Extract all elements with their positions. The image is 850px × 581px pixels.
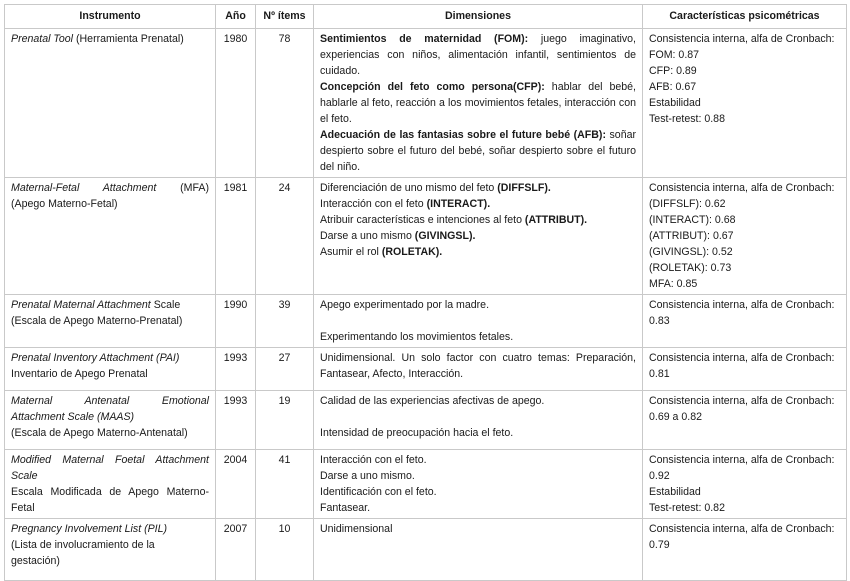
instrument-name-en: Modified Maternal Foetal Attachment [11,454,209,466]
dimension-item: Adecuación de las fantasias sobre el future bebé (AFB): soñar despierto sobre el futuro del bebé, soñar despierto sobre el futuro del niño. [320,129,637,173]
psychometric-line: Consistencia interna, alfa de Cronbach: [649,523,835,535]
items-cell: 24 [256,178,314,295]
year-cell: 1990 [216,295,256,348]
instrument-name-en-cont: Attachment Scale (MAAS) [11,411,135,423]
instrument-name-en: Prenatal Maternal Attachment Scale [11,299,181,311]
dimension-item: Sentimientos de maternidad (FOM): juego imaginativo, experiencias con niños, alimentación infantil, sentimientos de cuidado. [320,33,636,77]
header-instrument: Instrumento [5,5,216,29]
dimension-item: Calidad de las experiencias afectivas de apego. [320,395,545,407]
items-cell: 41 [256,450,314,519]
psychometric-line: (GIVINGSL): 0.52 [649,246,733,258]
instrument-name-en: Maternal-Fetal Attachment (MFA) [11,182,209,194]
instruments-table [4,4,847,581]
psychometrics-cell [643,391,847,450]
header-items: Nº ítems [256,5,314,29]
psychometric-line: Estabilidad [649,97,701,109]
instrument-name-en: Maternal Antenatal Emotional [11,395,209,407]
dimension-item: Interacción con el feto. [320,454,427,466]
table-row [5,29,847,178]
instrument-name-en-cont: Scale [11,470,38,482]
header-year: Año [216,5,256,29]
items-cell: 10 [256,519,314,581]
psychometrics-cell [643,29,847,178]
dimension-item: Concepción del feto como persona(CFP): hablar del bebé, hablarle al feto, reacción a los movimientos fetales, interacción con el feto. [320,81,636,125]
dimension-item: Unidimensional [320,523,393,535]
table-row [5,519,847,581]
items-cell: 78 [256,29,314,178]
psychometric-line: Consistencia interna, alfa de Cronbach: [649,182,835,194]
items-cell: 19 [256,391,314,450]
instrument-name-es: (Herramienta Prenatal) [76,33,184,45]
psychometrics-cell [643,450,847,519]
instrument-cell [5,450,216,519]
instrument-name-es: (Apego Materno-Fetal) [11,198,118,210]
psychometric-line: MFA: 0.85 [649,278,698,290]
psychometric-line: 0.83 [649,315,670,327]
year-cell: 1993 [216,348,256,391]
year-cell: 1981 [216,178,256,295]
dimension-item: Fantasear. [320,502,371,514]
instrument-name-es: Inventario de Apego Prenatal [11,368,148,380]
year-cell: 1980 [216,29,256,178]
dimension-item: Identificación con el feto. [320,486,437,498]
dimension-item: Experimentando los movimientos fetales. [320,331,514,343]
header-psychometrics: Características psicométricas [643,5,847,29]
psychometric-line: Estabilidad [649,486,701,498]
psychometric-line: Consistencia interna, alfa de Cronbach: [649,352,835,364]
instrument-name-en: Prenatal Tool [11,33,74,45]
table-row [5,178,847,295]
year-cell: 2007 [216,519,256,581]
year-cell: 2004 [216,450,256,519]
psychometric-line: 0.81 [649,368,670,380]
instrument-name-en: Prenatal Inventory Attachment (PAI) [11,352,180,364]
psychometric-line: Consistencia interna, alfa de Cronbach: [649,299,835,311]
dimension-item: Atribuir características e intenciones al feto (ATTRIBUT). [320,214,588,226]
psychometric-line: Consistencia interna, alfa de Cronbach: [649,454,835,466]
instrument-name-es: Escala Modificada de Apego Materno- [11,486,209,498]
psychometrics-cell [643,519,847,581]
instrument-cell [5,178,216,295]
dimensions-cell [314,519,643,581]
instrument-name-es: (Lista de involucramiento de la gestación) [11,539,155,567]
dimensions-cell [314,29,643,178]
instrument-cell [5,348,216,391]
table-row [5,391,847,450]
table-header-row [5,5,847,29]
dimension-item: Diferenciación de uno mismo del feto (DIFFSLF). [320,182,551,194]
psychometric-line: (DIFFSLF): 0.62 [649,198,726,210]
instrument-name-es-cont: Fetal [11,502,35,514]
items-cell: 39 [256,295,314,348]
psychometric-line: 0.92 [649,470,670,482]
dimension-item: Apego experimentado por la madre. [320,299,490,311]
instrument-name-es: (Escala de Apego Materno-Prenatal) [11,315,183,327]
dimension-item: Darse a uno mismo. [320,470,415,482]
instrument-cell [5,391,216,450]
table-row [5,295,847,348]
dimension-item: Darse a uno mismo (GIVINGSL). [320,230,476,242]
psychometric-line: Consistencia interna, alfa de Cronbach: [649,395,835,407]
dimensions-cell [314,348,643,391]
dimensions-cell [314,391,643,450]
psychometric-line: 0.79 [649,539,670,551]
instrument-name-en: Pregnancy Involvement List (PIL) [11,523,168,535]
psychometric-line: (ROLETAK): 0.73 [649,262,732,274]
items-cell: 27 [256,348,314,391]
year-cell: 1993 [216,391,256,450]
table-row [5,450,847,519]
dimension-item: Interacción con el feto (INTERACT). [320,198,491,210]
psychometric-line: (INTERACT): 0.68 [649,214,736,226]
psychometric-line: FOM: 0.87 [649,49,700,61]
dimension-item: Asumir el rol (ROLETAK). [320,246,443,258]
psychometric-line: (ATTRIBUT): 0.67 [649,230,734,242]
table-row [5,348,847,391]
dimension-item: Unidimensional. Un solo factor con cuatro temas: Preparación, Fantasear, Afecto, Interacción. [320,352,636,380]
instrument-cell [5,519,216,581]
psychometric-line: Consistencia interna, alfa de Cronbach: [649,33,835,45]
dimension-item: Intensidad de preocupación hacia el feto. [320,427,514,439]
psychometric-line: CFP: 0.89 [649,65,697,77]
psychometrics-cell [643,178,847,295]
psychometric-line: 0.69 a 0.82 [649,411,703,423]
dimensions-cell [314,178,643,295]
psychometrics-cell [643,348,847,391]
psychometrics-cell [643,295,847,348]
instrument-cell [5,29,216,178]
dimensions-cell [314,295,643,348]
instrument-name-es: (Escala de Apego Materno-Antenatal) [11,427,188,439]
instrument-cell [5,295,216,348]
psychometric-line: AFB: 0.67 [649,81,697,93]
dimensions-cell [314,450,643,519]
psychometric-line: Test-retest: 0.88 [649,113,725,125]
psychometric-line: Test-retest: 0.82 [649,502,725,514]
header-dimensions: Dimensiones [314,5,643,29]
